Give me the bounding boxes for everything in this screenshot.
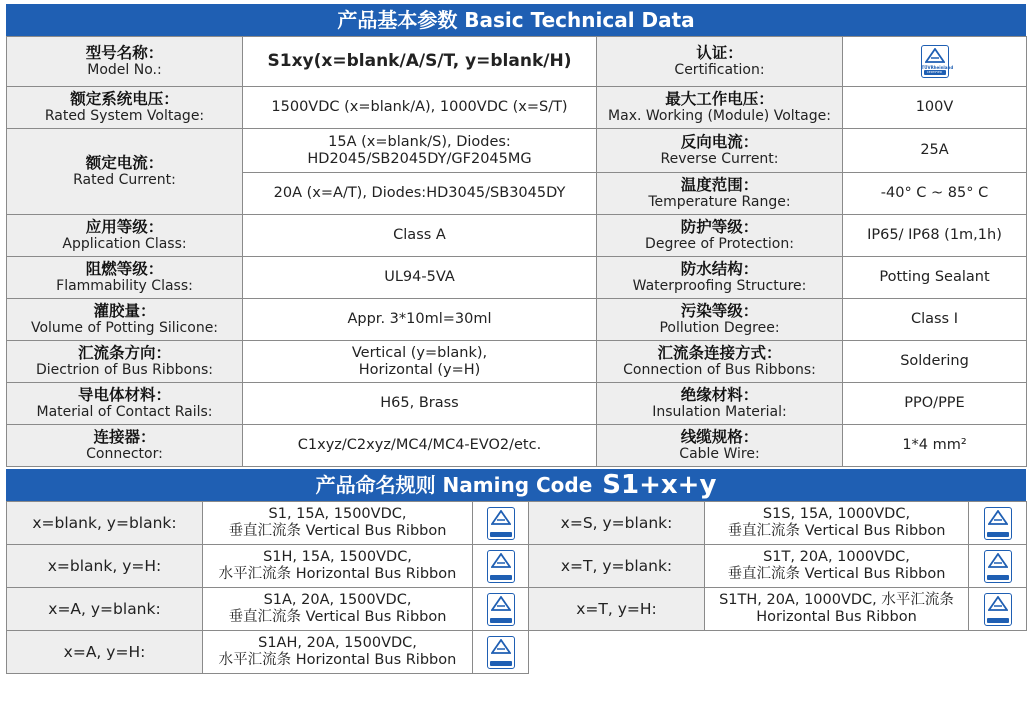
contact-rails-label: 导电体材料： Material of Contact Rails: <box>7 383 243 425</box>
naming-row <box>7 545 1027 588</box>
reverse-current-value: 25A <box>843 129 1027 173</box>
naming-row <box>7 588 1027 631</box>
model-label: 型号名称： Model No.: <box>7 37 243 87</box>
reverse-current-label: 反向电流： Reverse Current: <box>597 129 843 173</box>
naming-key: x=S, y=blank: <box>529 502 705 545</box>
spec-row <box>7 425 1027 467</box>
connector-value: C1xyz/C2xyz/MC4/MC4-EVO2/etc. <box>243 425 597 467</box>
naming-table <box>6 501 1027 674</box>
rated-system-voltage-label: 额定系统电压： Rated System Voltage: <box>7 87 243 129</box>
cable-wire-label: 线缆规格： Cable Wire: <box>597 425 843 467</box>
tuv-certified-icon <box>487 507 515 540</box>
naming-row <box>7 502 1027 545</box>
waterproofing-structure-value: Potting Sealant <box>843 257 1027 299</box>
rated-current-value-1: 15A (x=blank/S), Diodes: HD2045/SB2045DY/GF2045MG <box>243 129 597 173</box>
naming-code-title: 产品命名规则 Naming Code S1+x+y <box>6 469 1026 501</box>
naming-cert <box>969 588 1027 631</box>
flammability-class-value: UL94-5VA <box>243 257 597 299</box>
insulation-material-value: PPO/PPE <box>843 383 1027 425</box>
pollution-degree-value: Class I <box>843 299 1027 341</box>
temperature-range-value: -40° C ~ 85° C <box>843 173 1027 215</box>
naming-cert <box>969 545 1027 588</box>
bus-ribbon-direction-value: Vertical (y=blank), Horizontal (y=H) <box>243 341 597 383</box>
naming-cert <box>473 502 529 545</box>
bus-ribbon-connection-label: 汇流条连接方式： Connection of Bus Ribbons: <box>597 341 843 383</box>
tuv-certified-icon <box>984 593 1012 626</box>
tuv-certified-icon <box>487 593 515 626</box>
model-value: S1xy(x=blank/A/S/T, y=blank/H) <box>243 37 597 87</box>
rated-current-value-2: 20A (x=A/T), Diodes:HD3045/SB3045DY <box>243 173 597 215</box>
rated-system-voltage-value: 1500VDC (x=blank/A), 1000VDC (x=S/T) <box>243 87 597 129</box>
naming-key: x=blank, y=blank: <box>7 502 203 545</box>
naming-key: x=blank, y=H: <box>7 545 203 588</box>
spec-row <box>7 215 1027 257</box>
naming-row <box>7 631 1027 674</box>
naming-code-formula: S1+x+y <box>602 470 717 500</box>
spec-row <box>7 257 1027 299</box>
tuv-certified-icon: TÜVRheinland CERTIFIED <box>921 45 949 78</box>
certification-label: 认证： Certification: <box>597 37 843 87</box>
naming-cert <box>473 545 529 588</box>
basic-technical-data-title: 产品基本参数 Basic Technical Data <box>6 4 1026 36</box>
waterproofing-structure-label: 防水结构： Waterproofing Structure: <box>597 257 843 299</box>
potting-volume-label: 灌胶量： Volume of Potting Silicone: <box>7 299 243 341</box>
naming-key: x=A, y=blank: <box>7 588 203 631</box>
naming-description: S1H, 15A, 1500VDC, 水平汇流条 Horizontal Bus Ribbon <box>203 545 473 588</box>
max-working-voltage-label: 最大工作电压： Max. Working (Module) Voltage: <box>597 87 843 129</box>
naming-description: S1, 15A, 1500VDC, 垂直汇流条 Vertical Bus Ribbon <box>203 502 473 545</box>
flammability-class-label: 阻燃等级： Flammability Class: <box>7 257 243 299</box>
spec-row <box>7 37 1027 87</box>
spec-row <box>7 383 1027 425</box>
contact-rails-value: H65, Brass <box>243 383 597 425</box>
max-working-voltage-value: 100V <box>843 87 1027 129</box>
naming-key: x=T, y=blank: <box>529 545 705 588</box>
tuv-certified-icon <box>984 550 1012 583</box>
naming-description: S1S, 15A, 1000VDC, 垂直汇流条 Vertical Bus Ribbon <box>705 502 969 545</box>
pollution-degree-label: 污染等级： Pollution Degree: <box>597 299 843 341</box>
temperature-range-label: 温度范围： Temperature Range: <box>597 173 843 215</box>
spec-row <box>7 341 1027 383</box>
potting-volume-value: Appr. 3*10ml=30ml <box>243 299 597 341</box>
spec-row <box>7 299 1027 341</box>
naming-key: x=A, y=H: <box>7 631 203 674</box>
degree-of-protection-label: 防护等级： Degree of Protection: <box>597 215 843 257</box>
degree-of-protection-value: IP65/ IP68 (1m,1h) <box>843 215 1027 257</box>
tuv-certified-icon <box>487 636 515 669</box>
spec-table <box>6 36 1027 467</box>
naming-description: S1TH, 20A, 1000VDC, 水平汇流条 Horizontal Bus Ribbon <box>705 588 969 631</box>
naming-key: x=T, y=H: <box>529 588 705 631</box>
naming-description: S1T, 20A, 1000VDC, 垂直汇流条 Vertical Bus Ribbon <box>705 545 969 588</box>
insulation-material-label: 绝缘材料： Insulation Material: <box>597 383 843 425</box>
application-class-value: Class A <box>243 215 597 257</box>
connector-label: 连接器： Connector: <box>7 425 243 467</box>
bus-ribbon-direction-label: 汇流条方向： Diectrion of Bus Ribbons: <box>7 341 243 383</box>
certification-value <box>843 37 1027 87</box>
naming-cert <box>473 631 529 674</box>
naming-cert <box>969 502 1027 545</box>
tuv-certified-icon <box>984 507 1012 540</box>
cable-wire-value: 1*4 mm² <box>843 425 1027 467</box>
spec-row <box>7 87 1027 129</box>
naming-description: S1A, 20A, 1500VDC, 垂直汇流条 Vertical Bus Ribbon <box>203 588 473 631</box>
application-class-label: 应用等级： Application Class: <box>7 215 243 257</box>
tuv-certified-icon <box>487 550 515 583</box>
spec-row <box>7 129 1027 173</box>
bus-ribbon-connection-value: Soldering <box>843 341 1027 383</box>
spec-sheet <box>6 4 1026 674</box>
empty-cell <box>529 631 1027 674</box>
naming-description: S1AH, 20A, 1500VDC, 水平汇流条 Horizontal Bus Ribbon <box>203 631 473 674</box>
naming-cert <box>473 588 529 631</box>
rated-current-label: 额定电流： Rated Current: <box>7 129 243 215</box>
